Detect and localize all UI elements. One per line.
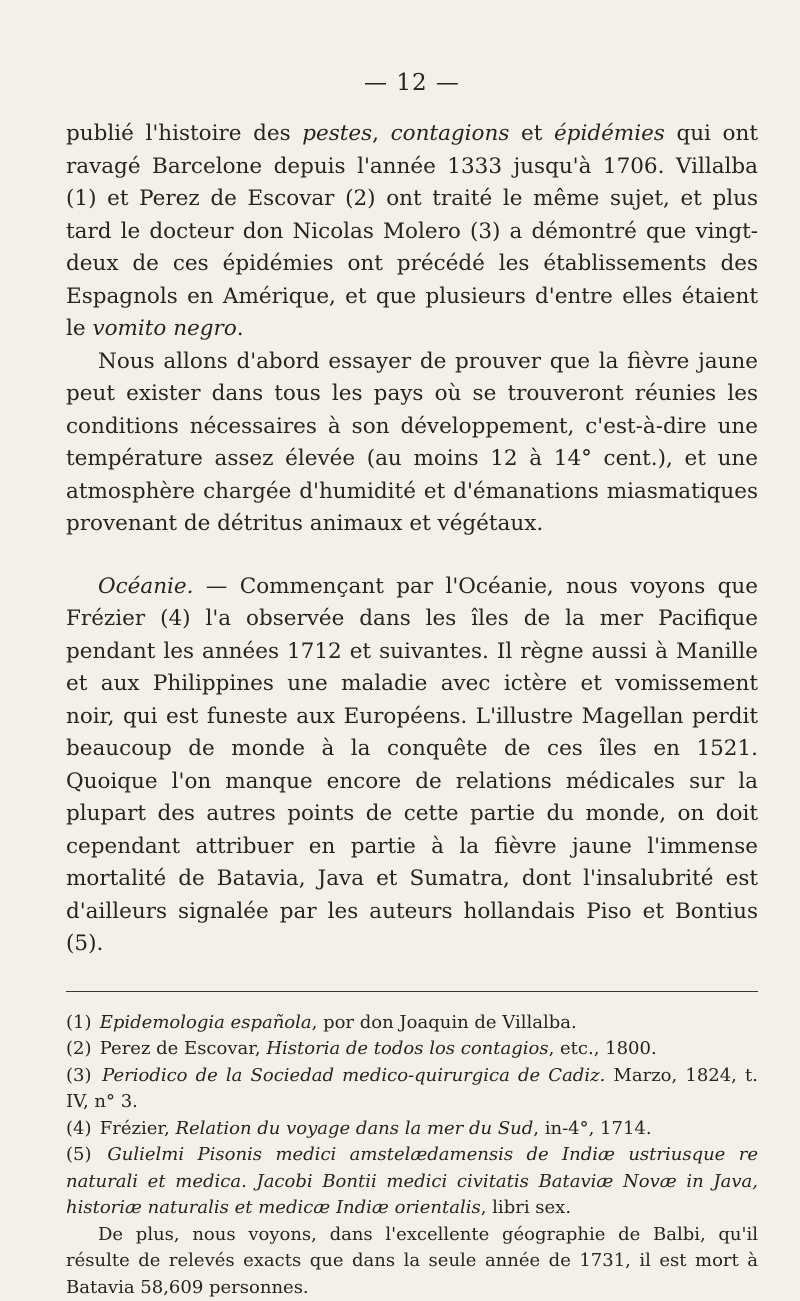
body-text bbox=[66, 118, 758, 961]
italic-text: vomito negro bbox=[92, 316, 236, 341]
paragraph-oceanie bbox=[66, 571, 758, 961]
footnote-4 bbox=[66, 1116, 758, 1143]
footnote-2 bbox=[66, 1036, 758, 1063]
footnote-text bbox=[66, 1065, 758, 1113]
text-run: , por don Joaquin de Villalba. bbox=[312, 1012, 577, 1033]
italic-text: pestes bbox=[302, 121, 372, 146]
italic-text: Periodico de la Sociedad medico-quirurgica de Cadiz. bbox=[102, 1065, 605, 1086]
footnotes bbox=[66, 1010, 758, 1301]
italic-text: Océanie. bbox=[98, 574, 194, 599]
text-run: Perez de Escovar, bbox=[100, 1038, 267, 1059]
footnote-number: (5) bbox=[66, 1142, 94, 1169]
paragraph-1 bbox=[66, 118, 758, 346]
italic-text: Historia de todos los contagios bbox=[266, 1038, 548, 1059]
italic-text: contagions bbox=[391, 121, 510, 146]
text-run: Nous allons d'abord essayer de prouver que la fièvre jaune peut exister dans tous les pays où se trouveront réunies les conditions nécessaires à son développement, c'est-à-dire une température assez élevée (au moins 12 à 14° cent.), et une atmosphère chargée d'humidité et d'émanations miasmatiques provenant de détritus animaux et végétaux. bbox=[66, 349, 758, 537]
footnote-number: (2) bbox=[66, 1036, 94, 1063]
italic-text: Relation du voyage dans la mer du Sud bbox=[175, 1118, 533, 1139]
text-run: — Commençant par l'Océanie, nous voyons que Frézier (4) l'a observée dans les îles de la mer Pacifique pendant les années 1712 et suivantes. Il règne aussi à Manille et aux Philippines une maladie avec ictère et vomissement noir, qui est funeste aux Européens. L'illustre Magellan perdit beaucoup de monde à la conquête de ces îles en 1521. Quoique l'on manque encore de relations médicales sur la plupart des autres points de cette partie du monde, on doit cependant attribuer en partie à la fièvre jaune l'immense mortalité de Batavia, Java et Sumatra, dont l'insalubrité est d'ailleurs signalée par les auteurs hollandais Piso et Bontius (5). bbox=[66, 574, 758, 957]
text-run: . bbox=[237, 316, 244, 341]
text-run: , in-4°, 1714. bbox=[533, 1118, 651, 1139]
italic-text: Gulielmi Pisonis medici amstelædamensis de Indiæ ustriusque re naturali et medica. Jacobi Bontii medici civitatis Bataviæ Novæ in Java, historiæ naturalis et medicæ Indiæ orientalis bbox=[66, 1144, 758, 1218]
text-run: qui ont ravagé Barcelone depuis l'année 1333 jusqu'à 1706. Villalba (1) et Perez de Escovar (2) ont traité le même sujet, et plus tard le docteur don Nicolas Molero (3) a démontré que vingt-deux de ces épidémies ont précédé les établissements des Espagnols en Amérique, et que plusieurs d'entre elles étaient le bbox=[66, 121, 758, 341]
text-run: Frézier, bbox=[100, 1118, 176, 1139]
text-run: et bbox=[509, 121, 554, 146]
footnote-text bbox=[100, 1038, 657, 1059]
italic-text: Epidemologia española bbox=[100, 1012, 312, 1033]
footnote-5 bbox=[66, 1142, 758, 1222]
text-run: publié l'histoire des bbox=[66, 121, 302, 146]
text-run: , etc., 1800. bbox=[549, 1038, 657, 1059]
text-run: , bbox=[372, 121, 390, 146]
footnote-number: (4) bbox=[66, 1116, 94, 1143]
text-run: Marzo, 1824, t. IV, n° 3. bbox=[66, 1065, 758, 1113]
footnote-text bbox=[66, 1144, 758, 1218]
italic-text: épidémies bbox=[554, 121, 665, 146]
text-run: , libri sex. bbox=[481, 1197, 571, 1218]
footnote-3 bbox=[66, 1063, 758, 1116]
paragraph-2 bbox=[66, 346, 758, 541]
footnote-1 bbox=[66, 1010, 758, 1037]
footnote-number: (3) bbox=[66, 1063, 94, 1090]
footnote-number: (1) bbox=[66, 1010, 94, 1037]
footnote-text bbox=[100, 1118, 652, 1139]
footnote-divider bbox=[66, 991, 758, 992]
footnote-text bbox=[100, 1012, 577, 1033]
page-number: — 12 — bbox=[66, 70, 758, 96]
footnote-continuation: De plus, nous voyons, dans l'excellente géographie de Balbi, qu'il résulte de relevés exacts que dans la seule année de 1731, il est mort à Batavia 58,609 personnes. bbox=[66, 1222, 758, 1301]
